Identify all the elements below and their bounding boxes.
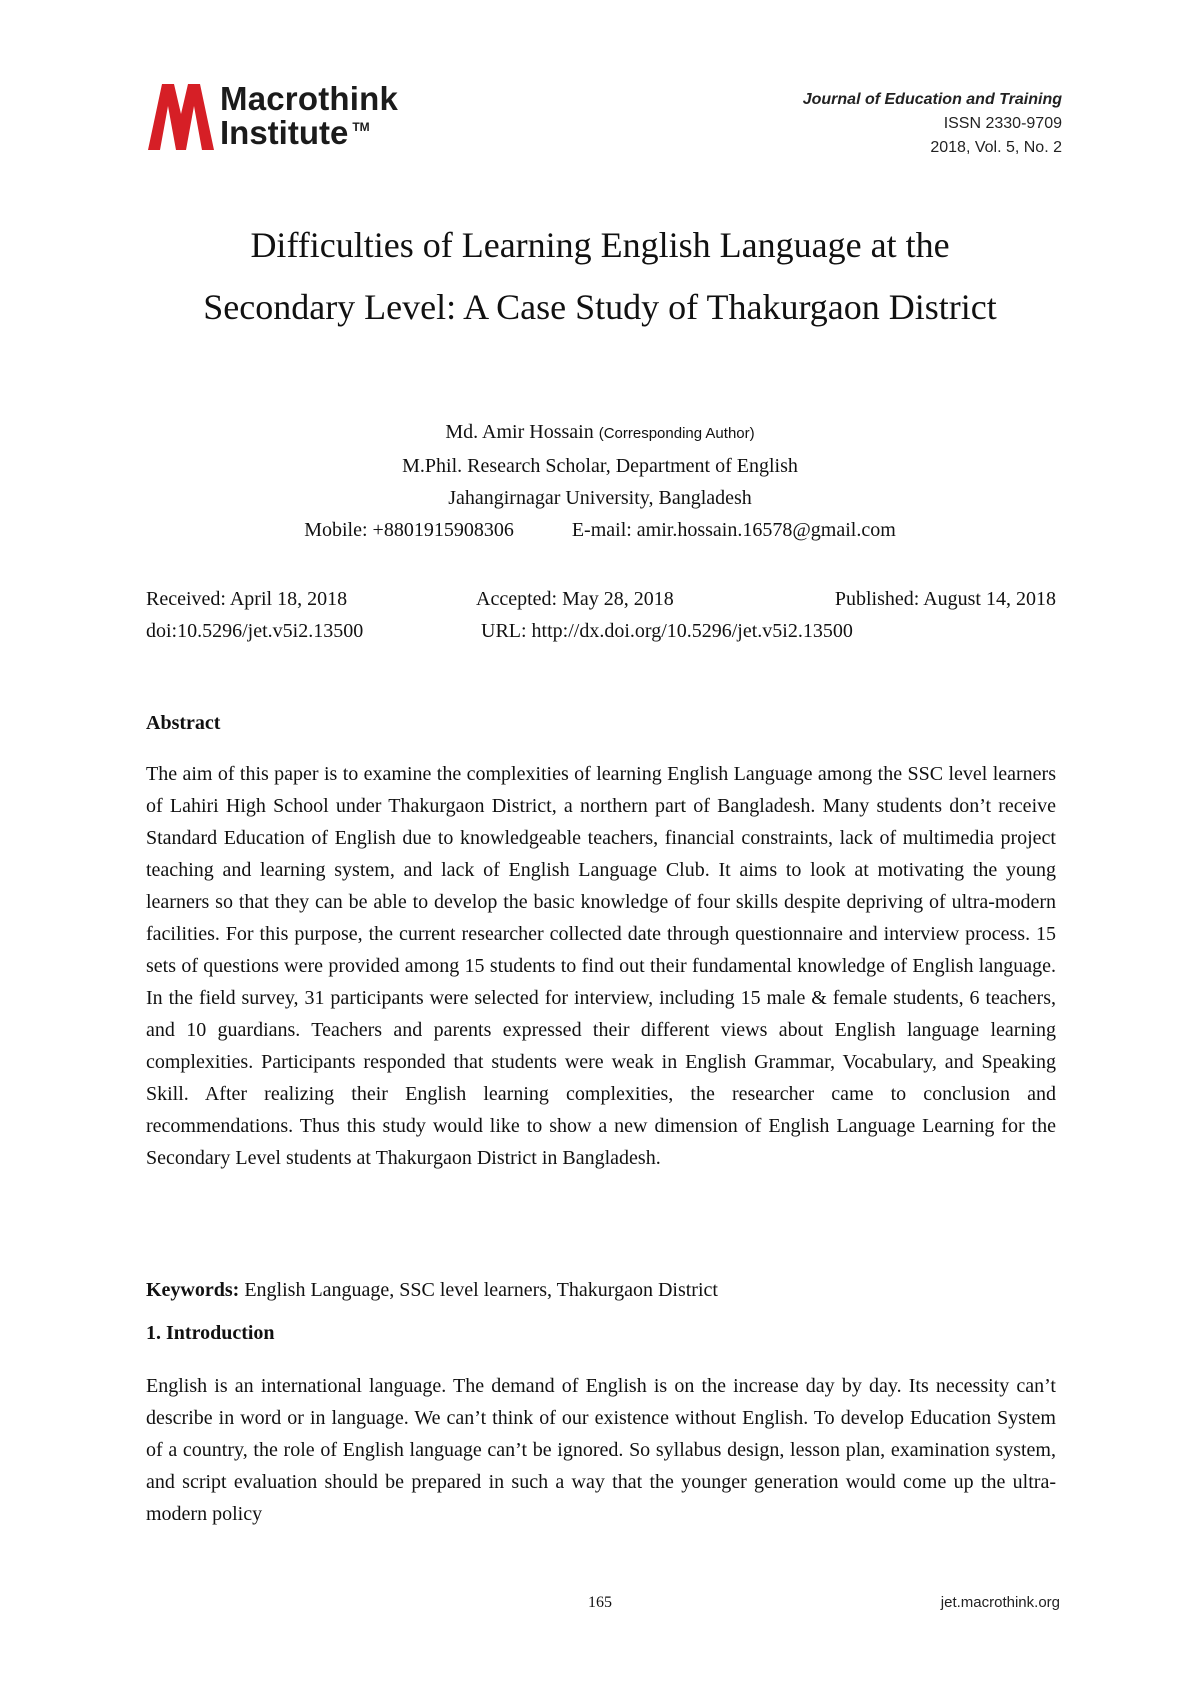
introduction-text: English is an international language. The demand of English is on the increase day by day. Its necessity can’t describe in word or in language. We can’t think of our existence without English. To develop Education System of a country, the role of English language can’t be ignored. So syllabus design, lesson plan, examination system, and script evaluation should be prepared in such a way that the younger generation would come up the ultra-modern policy [146,1375,1056,1525]
keywords-label: Keywords: [146,1279,240,1301]
author-name: Md. Amir Hossain [445,421,594,443]
journal-volume: 2018, Vol. 5, No. 2 [930,139,1062,156]
doi-url[interactable]: URL: http://dx.doi.org/10.5296/jet.v5i2.13500 [481,620,853,642]
paper-title-line1: Difficulties of Learning English Language at the [250,225,950,265]
doi-row [146,620,1056,650]
journal-issn: ISSN 2330-9709 [943,115,1062,132]
abstract-text: The aim of this paper is to examine the complexities of learning English Language among the SSC level learners of Lahiri High School under Thakurgaon District, a northern part of Bangladesh. Many students don’t receive Standard Education of English due to knowledgeable teachers, financial constraints, lack of multimedia project teaching and learning system, and lack of English Language Club. It aims to look at motivating the young learners so that they can be able to develop the basic knowledge of four skills despite depriving of ultra-modern facilities. For this purpose, the current researcher collected date through questionnaire and interview process. 15 sets of questions were provided among 15 students to find out their fundamental knowledge of English language. In the field survey, 31 participants were selected for interview, including 15 male & female students, 6 teachers, and 10 guardians. Teachers and parents expressed their different views about English language learning complexities. Participants responded that students were weak in English Grammar, Vocabulary, and Speaking Skill. After realizing their English learning complexities, the researcher came to conclusion and recommendations. Thus this study would like to show a new dimension of English Language Learning for the Secondary Level students at Thakurgaon District in Bangladesh. [146,763,1056,1169]
macrothink-m-logo-icon [148,84,214,150]
logo-text-line2 [220,114,370,152]
dates-row [146,588,1056,618]
logo-text-line2-word: Institute [220,114,349,151]
keywords-text: English Language, SSC level learners, Thakurgaon District [244,1279,718,1301]
journal-header [803,88,1062,160]
journal-website[interactable]: jet.macrothink.org [940,1594,1060,1611]
received-date: Received: April 18, 2018 [146,588,348,610]
accepted-date: Accepted: May 28, 2018 [476,588,674,610]
author-role: (Corresponding Author) [598,425,755,442]
author-line [100,416,1100,450]
author-email[interactable]: E-mail: amir.hossain.16578@gmail.com [571,519,896,541]
trademark-mark: TM [352,120,370,134]
contact-line [100,514,1100,546]
affiliation-line2: Jahangirnagar University, Bangladesh [448,487,752,509]
publisher-logo [148,80,458,154]
paper-title [100,214,1100,338]
paper-title-line2: Secondary Level: A Case Study of Thakurgaon District [203,287,997,327]
published-date: Published: August 14, 2018 [834,588,1056,610]
affiliation-line1: M.Phil. Research Scholar, Department of English [402,455,798,477]
doi: doi:10.5296/jet.v5i2.13500 [146,620,364,642]
author-block [100,416,1100,546]
keywords [146,1274,1056,1306]
journal-name: Journal of Education and Training [802,91,1062,108]
introduction-heading: 1. Introduction [146,1322,275,1344]
author-mobile: Mobile: +8801915908306 [304,519,514,541]
abstract-heading: Abstract [146,712,221,734]
logo-text-line1: Macrothink [220,80,399,117]
page-number: 165 [588,1594,612,1611]
